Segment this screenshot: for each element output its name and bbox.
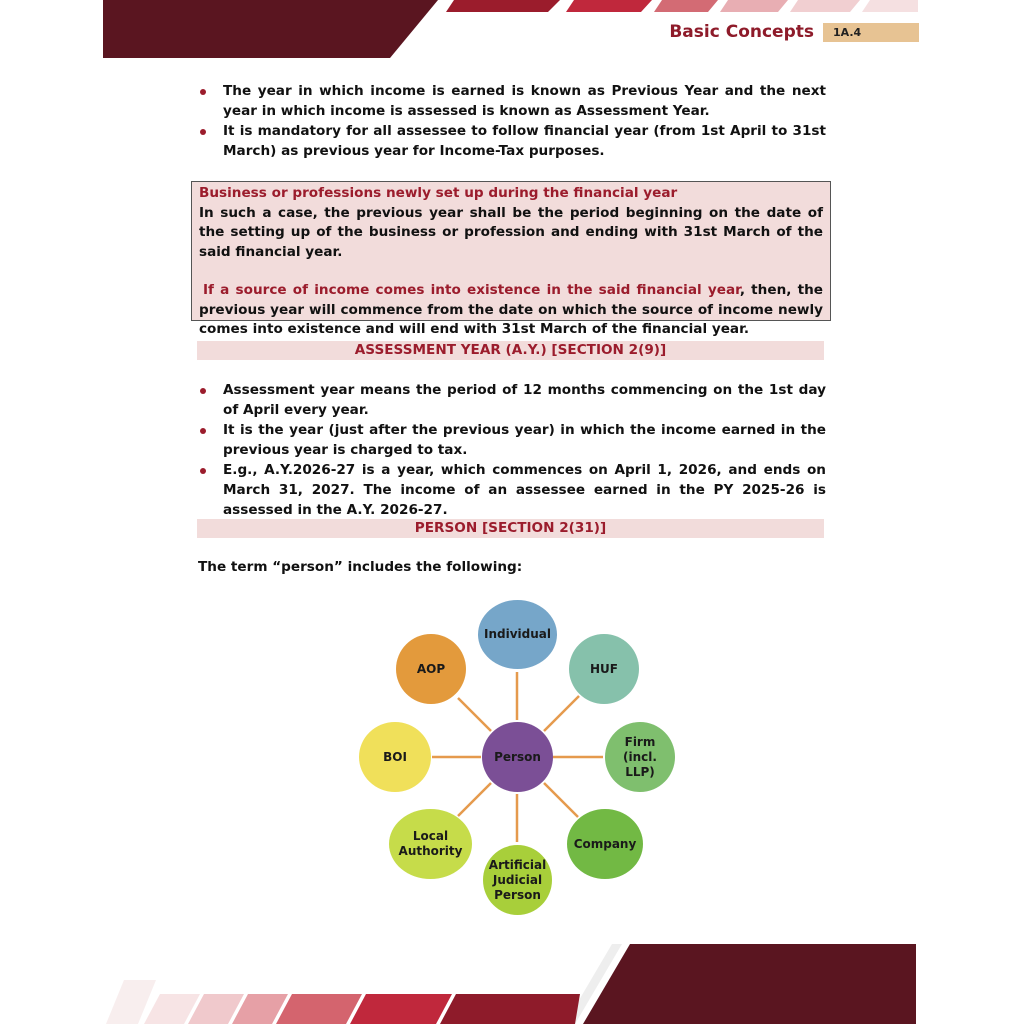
page-number-badge: 1A.4: [823, 23, 919, 42]
connector-local-authority: [458, 783, 491, 816]
list-item: Assessment year means the period of 12 months commencing on the 1st day of April every year.: [198, 380, 826, 420]
person-intro-text: The term “person” includes the following:: [198, 559, 523, 575]
page-header-title: Basic Concepts: [669, 22, 814, 42]
note-box-paragraph-1: In such a case, the previous year shall be the period beginning on the date of the setting up of the business or profession and ending with 31st March of the said financial year.: [199, 204, 823, 260]
list-item: The year in which income is earned is known as Previous Year and the next year in which income is assessed is known as Assessment Year.: [198, 81, 826, 121]
diagram-node-boi: BOI: [359, 722, 431, 792]
connector-company: [544, 783, 578, 817]
diagram-node-huf: HUF: [569, 634, 639, 704]
diagram-node-artificial-judicial-person: Artificial Judicial Person: [483, 845, 552, 915]
connector-huf: [544, 696, 579, 731]
diagram-node-person: Person: [482, 722, 553, 792]
list-item: It is the year (just after the previous year) in which the income earned in the previous year is charged to tax.: [198, 420, 826, 460]
list-item: E.g., A.Y.2026-27 is a year, which commences on April 1, 2026, and ends on March 31, 2027. The income of an assessee earned in the PY 2025-26 is assessed in the A.Y. 2026-27.: [198, 460, 826, 520]
assessment-year-heading: ASSESSMENT YEAR (A.Y.) [SECTION 2(9)]: [197, 341, 824, 360]
diagram-node-aop: AOP: [396, 634, 466, 704]
person-heading: PERSON [SECTION 2(31)]: [197, 519, 824, 538]
diagram-node-firm: Firm (incl. LLP): [605, 722, 675, 792]
note-box-heading: Business or professions newly set up during the financial year: [199, 185, 678, 201]
list-item: It is mandatory for all assessee to follow financial year (from 1st April to 31st March) as previous year for Income-Tax purposes.: [198, 121, 826, 161]
note-box-highlight: If a source of income comes into existence in the said financial year: [203, 282, 740, 298]
connector-aop: [458, 698, 491, 731]
diagram-node-individual: Individual: [478, 600, 557, 669]
note-box-paragraph-2-rest: , then, the previous year will commence from the date on which the source of income newly comes into existence and will end with 31st March of the financial year.: [199, 282, 824, 337]
diagram-node-local-authority: Local Authority: [389, 809, 472, 879]
diagram-node-company: Company: [567, 809, 643, 879]
